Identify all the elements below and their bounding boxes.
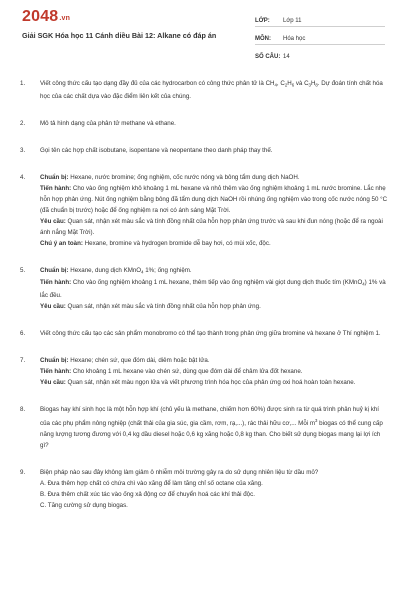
text-run: . Dự đoán tính chất hóa học của các chất dựa vào đặc điểm liên kết của chúng. [40,80,383,100]
meta-label: MÔN: [255,36,271,42]
text-run: Hexane; chén sứ, que đóm dài, diêm hoặc bật lửa. [68,356,210,364]
answer-option-a: A. Đưa thêm hợp chất có chứa chì vào xăng để làm tăng chỉ số octane của xăng. [40,479,263,487]
text-run: Hexane, bromine và hydrogen bromide dễ bay hơi, có mùi xốc, độc. [82,239,271,247]
meta-label: LỚP: [255,18,270,24]
text-run: Cho vào ống nghiệm khô khoảng 1 mL hexane và nhỏ thêm vào ống nghiệm khoảng 1 mL nước bromine. Lắc nhẹ hỗn hợp phản ứng. Nút ống nghiệm bằng bông đã tẩm dung dịch NaOH rồi nhúng ống nghiệm vào trong cốc nước nóng 50 °C (đã chuẩn bị trước) hoặc để ống nghiệm ra nơi có ánh sáng Mặt Trời. [40,184,388,214]
question-number: 7. [20,356,26,364]
text-run: H [287,80,292,87]
question-3 [20,145,388,156]
label-prepare: Chuẩn bị: [40,356,69,364]
question-number: 2. [20,119,26,127]
subscript: 4 [141,269,144,274]
meta-value: Lớp 11 [283,18,302,24]
label-procedure: Tiến hành: [40,279,72,286]
question-4 [20,172,388,249]
question-text: Gọi tên các hợp chất isobutane, isopentane và neopentane theo danh pháp thay thế. [40,146,273,154]
answer-option-b: B. Đưa thêm chất xúc tác vào ống xả động cơ để chuyển hoá các khí thải độc. [40,490,255,498]
meta-value: Hóa học [283,36,306,42]
question-text [40,404,388,451]
question-6 [20,328,388,339]
subscript: 4 [362,281,365,287]
question-2 [20,118,388,129]
question-1 [20,78,388,102]
text-run: Quan sát, nhận xét màu sắc và tính đồng nhất của hỗn hợp phản ứng. [65,302,261,310]
text-run: Quan sát, nhận xét màu sắc và tính đồng nhất của hỗn hợp phản ứng trước và sau khi đun nóng (hoặc để ra ngoài ánh nắng Mặt Trời). [40,217,383,236]
meta-table [255,9,385,62]
label-prepare: Chuẩn bị: [40,173,69,181]
text-run: ) 1% và lắc đều. [40,279,386,299]
label-requirement: Yêu cầu: [40,378,66,386]
text-run: Hexane, nước bromine; ống nghiệm, cốc nước nóng và bông tẩm dung dịch NaOH. [68,173,300,181]
text-run: và C [294,80,309,87]
subscript: 4 [274,82,277,88]
question-number: 4. [20,173,26,181]
question-number: 3. [20,146,26,154]
text-run: biogas có thể cung cấp năng lượng tương đương với 0,4 kg dầu diesel hoặc 0,6 kg xăng hoặc 0,8 kg than. Cho biết sử dụng biogas mang lại lợi ích gì? [40,419,383,449]
question-number: 1. [20,80,26,87]
question-text [40,78,388,102]
question-text [40,467,388,511]
label-requirement: Yêu cầu: [40,217,66,225]
text-run: Cho vào ống nghiệm khoảng 1 mL hexane, thêm tiếp vào ống nghiệm vài giọt dung dịch thuốc tím (KMnO [71,279,363,286]
question-text [40,355,388,388]
question-number: 8. [20,405,26,413]
meta-label: SỐ CÂU: [255,54,281,60]
question-8 [20,404,388,451]
superscript: 3 [315,417,318,423]
subscript: 6 [291,82,295,88]
text-run: Hexane, dung dịch KMnO [68,266,142,274]
meta-value: 14 [283,54,290,60]
text-run: 1%; ống nghiệm. [143,266,192,274]
question-text [40,172,388,249]
text-run: Quan sát, nhận xét màu ngọn lửa và viết phương trình hóa học của phản ứng oxi hoá hoàn toàn hexane. [65,378,356,386]
meta-row-class [255,9,385,27]
question-5 [20,265,388,312]
meta-row-count [255,45,385,62]
text-run: Cho khoảng 1 mL hexane vào chén sứ, dùng que đóm dài để châm lửa đốt hexane. [71,367,303,375]
question-7 [20,355,388,388]
subscript: 8 [315,82,318,88]
question-text: Mô tả hình dạng của phân tử methane và ethane. [40,119,176,127]
question-number: 9. [20,468,26,476]
text-run: H [310,80,316,87]
label-prepare: Chuẩn bị: [40,266,69,274]
question-text: Viết công thức cấu tạo các sản phẩm monobromo có thể tạo thành trong phản ứng giữa bromine và hexane ở Thí nghiệm 1. [40,329,381,337]
label-procedure: Tiến hành: [40,184,72,192]
label-safety: Chú ý an toàn: [40,239,83,247]
site-logo[interactable] [22,8,70,26]
logo-suffix: .vn [59,15,71,22]
question-list [20,78,388,527]
label-requirement: Yêu cầu: [40,302,66,310]
question-stem: Biện pháp nào sau đây không làm giảm ô nhiễm môi trường gây ra do sử dụng nhiên liệu từ dầu mỏ? [40,468,319,476]
answer-option-c: C. Tăng cường sử dụng biogas. [40,501,128,509]
subscript: 2 [284,82,288,88]
question-9 [20,467,388,511]
question-text [40,265,388,312]
logo-text: 2048 [22,8,59,25]
label-procedure: Tiến hành: [40,367,72,375]
subscript: 3 [308,82,311,88]
question-number: 5. [20,266,26,274]
document-header [0,0,400,62]
question-number: 6. [20,329,26,337]
meta-row-subject [255,27,385,45]
text-run: Biogas hay khí sinh học là một hỗn hợp khí (chủ yếu là methane, chiếm hơn 60%) được sinh ra từ quá trình phân huỷ kị khí của các phụ phẩm nông nghiệp (chất thải của gia súc, gia cầm, rơm, rạ,...), rác thải hữu cơ,... Mỗi m [40,405,379,427]
text-run: , C [276,80,285,87]
text-run: Viết công thức cấu tạo dạng đầy đủ của các hydrocarbon có công thức phân tử là CH [40,80,275,87]
document-title: Giải SGK Hóa học 11 Cánh diều Bài 12: Alkane có đáp án [22,31,217,40]
